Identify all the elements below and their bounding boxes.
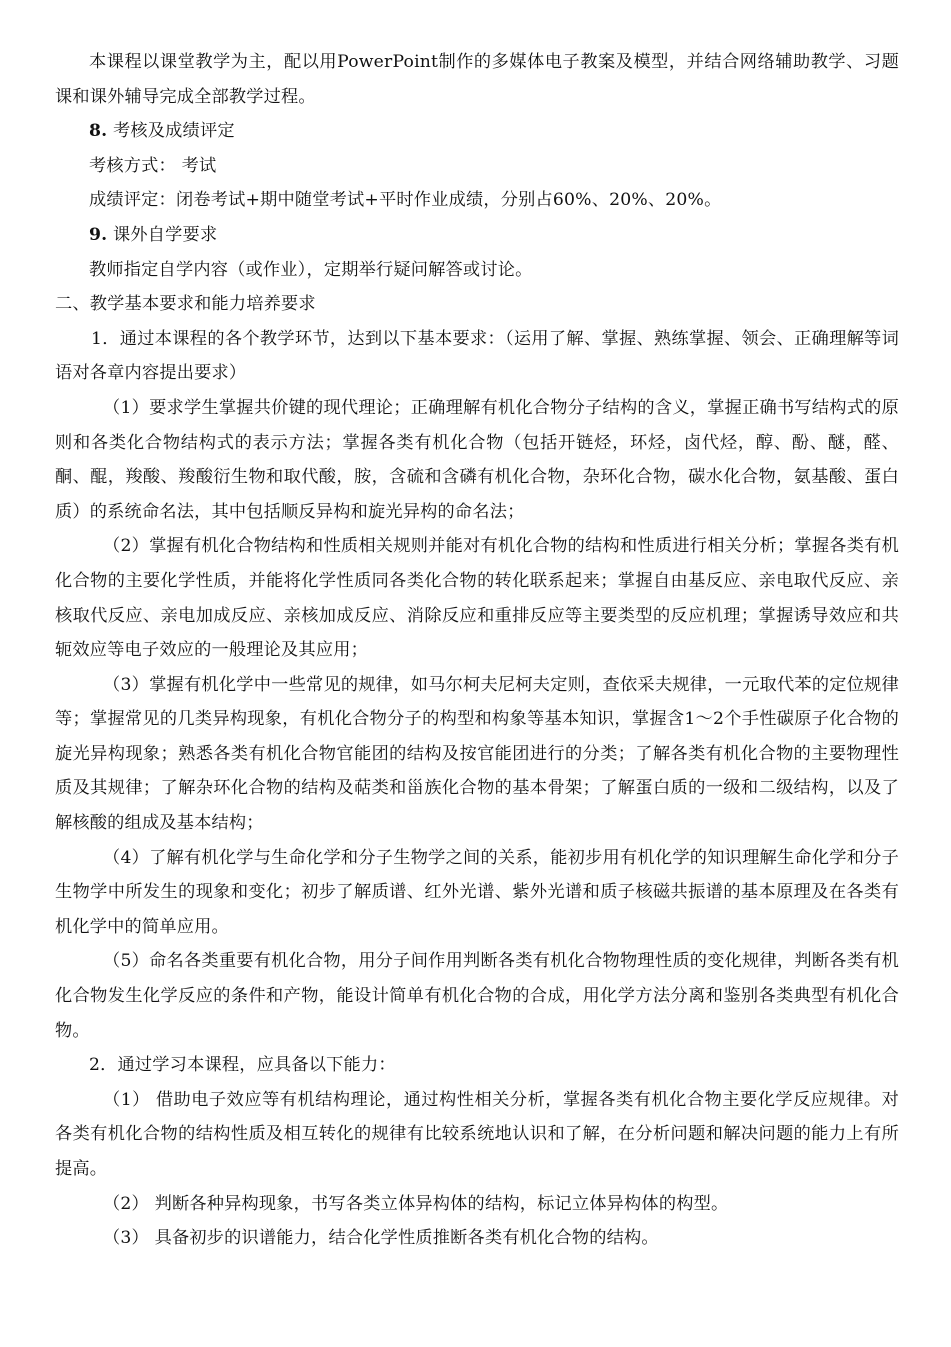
requirement-1-item: （4）了解有机化学与生命化学和分子生物学之间的关系，能初步用有机化学的知识理解生命化学和分子生物学中所发生的现象和变化；初步了解质谱、红外光谱、紫外光谱和质子核磁共振谱的基本原理及在各类有机化学中的简单应用。 xyxy=(55,847,899,937)
requirement-1-item: （3）掌握有机化学中一些常见的规律，如马尔柯夫尼柯夫定则，查依采夫规律，一元取代苯的定位规律等；掌握常见的几类异构现象，有机化合物分子的构型和构象等基本知识，掌握含1～2个手性碳原子化合物的旋光异构现象；熟悉各类有机化合物官能团的结构及按官能团进行的分类；了解各类有机化合物的主要物理性质及其规律；了解杂环化合物的结构及萜类和甾族化合物的基本骨架；了解蛋白质的一级和二级结构，以及了解核酸的组成及基本结构； xyxy=(55,674,899,834)
requirement-2-item: （3） 具备初步的识谱能力，结合化学性质推断各类有机化合物的结构。 xyxy=(103,1228,659,1249)
requirement-2-item: （1） 借助电子效应等有机结构理论，通过构性相关分析，掌握各类有机化合物主要化学反应规律。对各类有机化合物的结构性质及相互转化的规律有比较系统地认识和了解，在分析问题和解决问题的能力上有所提高。 xyxy=(55,1089,899,1179)
requirement-1-item: （5）命名各类重要有机化合物，用分子间作用判断各类有机化合物物理性质的变化规律，判断各类有机化合物发生化学反应的条件和产物，能设计简单有机化合物的合成，用化学方法分离和鉴别各类典型有机化合物。 xyxy=(55,951,899,1041)
section-8-number: 8. xyxy=(89,121,108,142)
self-study-requirement: 教师指定自学内容（或作业），定期举行疑问解答或讨论。 xyxy=(89,259,533,280)
part-2-heading: 二、教学基本要求和能力培养要求 xyxy=(55,294,316,315)
requirement-1-item: （2）掌握有机化合物结构和性质相关规则并能对有机化合物的结构和性质进行相关分析；掌握各类有机化合物的主要化学性质，并能将化学性质同各类化合物的转化联系起来；掌握自由基反应、亲电取代反应、亲核取代反应、亲电加成反应、亲核加成反应、消除反应和重排反应等主要类型的反应机理；掌握诱导效应和共轭效应等电子效应的一般理论及其应用； xyxy=(55,536,899,661)
assessment-method: 考核方式： 考试 xyxy=(89,155,217,176)
requirement-1-item: （1）要求学生掌握共价键的现代理论；正确理解有机化合物分子结构的含义，掌握正确书写结构式的原则和各类化合物结构式的表示方法；掌握各类有机化合物（包括开链烃，环烃，卤代烃，醇、酚、醚，醛、酮、醌，羧酸、羧酸衍生物和取代酸，胺，含硫和含磷有机化合物，杂环化合物，碳水化合物，氨基酸、蛋白质）的系统命名法，其中包括顺反异构和旋光异构的命名法； xyxy=(55,397,899,522)
intro-paragraph: 本课程以课堂教学为主，配以用PowerPoint制作的多媒体电子教案及模型，并结合网络辅助教学、习题课和课外辅导完成全部教学过程。 xyxy=(55,52,899,107)
section-8-title: 考核及成绩评定 xyxy=(107,121,235,142)
requirement-2-item: （2） 判断各种异构现象，书写各类立体异构体的结构，标记立体异构体的构型。 xyxy=(103,1193,729,1214)
section-8-heading xyxy=(55,114,899,149)
section-9-heading xyxy=(55,218,899,253)
grading-rule: 成绩评定：闭卷考试+期中随堂考试+平时作业成绩，分别占60%、20%、20%。 xyxy=(89,190,722,211)
requirement-2-intro: 2．通过学习本课程，应具备以下能力： xyxy=(89,1055,396,1076)
requirement-1-intro: 1．通过本课程的各个教学环节，达到以下基本要求：（运用了解、掌握、熟练掌握、领会、正确理解等词语对各章内容提出要求） xyxy=(55,328,899,384)
section-9-number: 9. xyxy=(89,224,108,245)
section-9-title: 课外自学要求 xyxy=(107,224,218,245)
